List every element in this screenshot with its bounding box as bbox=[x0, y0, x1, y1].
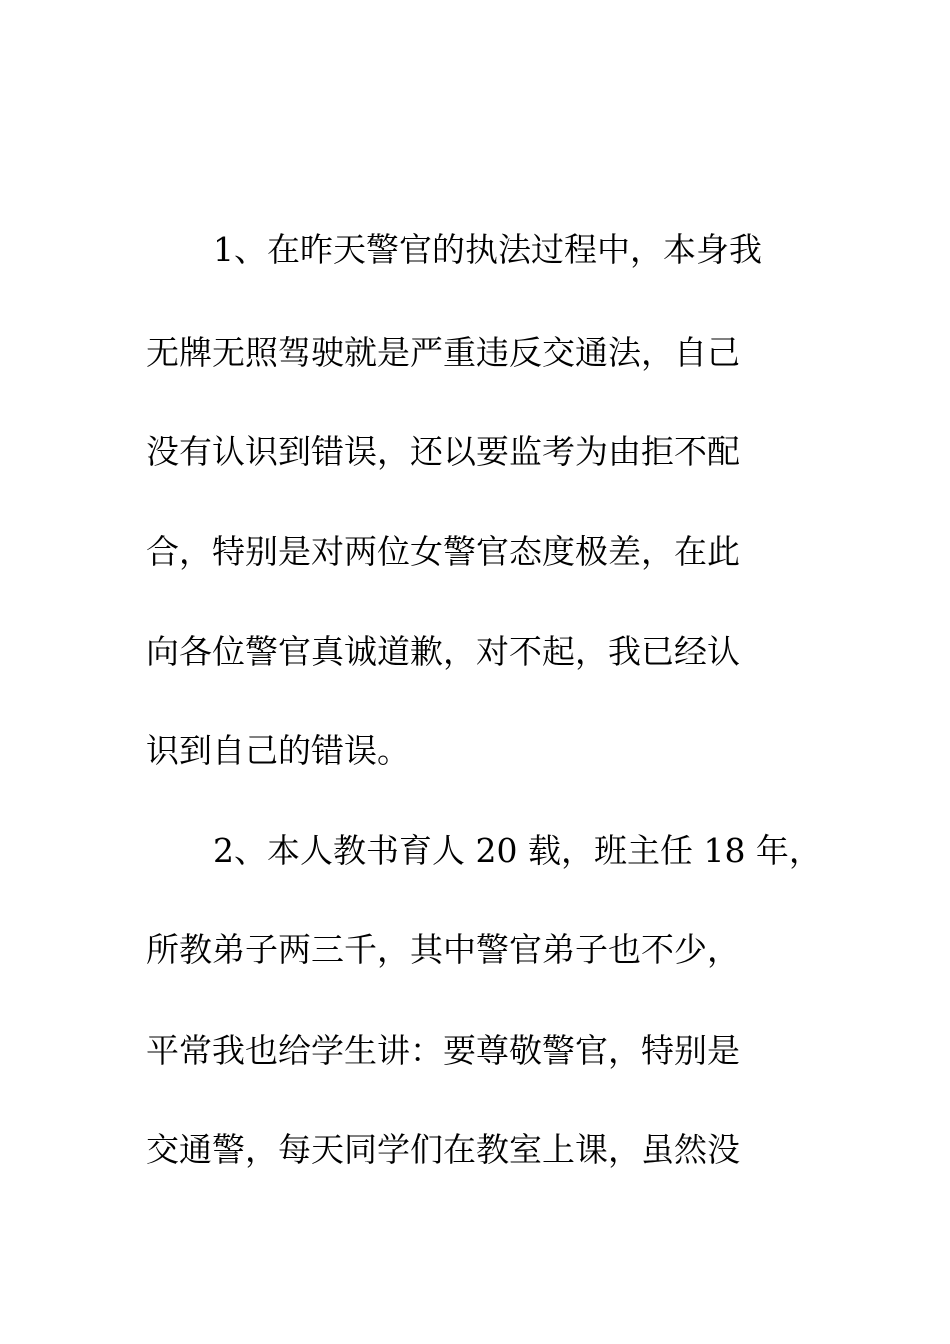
paragraph-1-line-2: 无牌无照驾驶就是严重违反交通法，自己 bbox=[146, 333, 740, 372]
paragraph-2-line-3: 平常我也给学生讲：要尊敬警官，特别是 bbox=[146, 1031, 740, 1070]
paragraph-1-line-6: 识到自己的错误。 bbox=[146, 731, 410, 770]
paragraph-1-line-4: 合，特别是对两位女警官态度极差，在此 bbox=[146, 532, 740, 571]
paragraph-1-line-5: 向各位警官真诚道歉，对不起，我已经认 bbox=[146, 632, 740, 671]
paragraph-1-line-1: 1、在昨天警官的执法过程中，本身我 bbox=[213, 230, 762, 269]
paragraph-1-line-3: 没有认识到错误，还以要监考为由拒不配 bbox=[146, 432, 740, 471]
paragraph-2-line-1: 2、本人教书育人 20 载，班主任 18 年， bbox=[213, 831, 822, 870]
paragraph-2-line-2: 所教弟子两三千，其中警官弟子也不少， bbox=[146, 930, 740, 969]
paragraph-2-line-4: 交通警，每天同学们在教室上课，虽然没 bbox=[146, 1130, 740, 1169]
